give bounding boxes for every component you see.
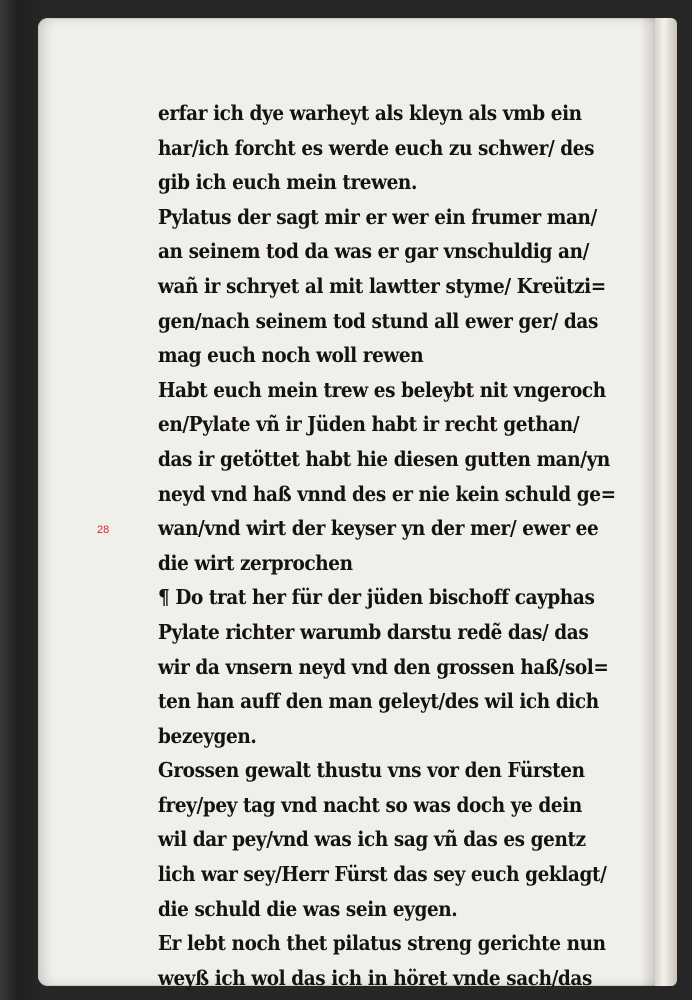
text-line: wañ ir schryet al mit lawtter styme/ Kreützi= xyxy=(158,273,606,298)
text-line: Habt euch mein trew es beleybt nit vngeroch xyxy=(158,377,606,402)
page-text xyxy=(158,96,633,995)
text-line: ¶ Do trat her für der jüden bischoff cayphas xyxy=(158,585,595,610)
line-number-marker: 28 xyxy=(97,524,110,536)
text-line: frey/pey tag vnd nacht so was doch ye dein xyxy=(158,792,582,817)
text-line: wil dar pey/vnd was ich sag vñ das es gentz xyxy=(158,827,586,852)
text-line: wir da vnsern neyd vnd den grossen haß/sol= xyxy=(158,654,609,679)
text-line: Grossen gewalt thustu vns vor den Fürsten xyxy=(158,758,585,783)
text-line: ten han auff den man geleyt/des wil ich dich xyxy=(158,689,599,714)
page-edge xyxy=(655,18,677,986)
text-line: wan/vnd wirt der keyser yn der mer/ ewer ee xyxy=(158,516,599,541)
text-line: neyd vnd haß vnnd des er nie kein schuld ge= xyxy=(158,481,616,506)
text-line: Pylate richter warumb darstu redẽ das/ das xyxy=(158,619,589,644)
text-line: mag euch noch woll rewen xyxy=(158,343,424,368)
text-line: an seinem tod da was er gar vnschuldig an/ xyxy=(158,239,589,264)
text-line: har/ich forcht es werde euch zu schwer/ des xyxy=(158,135,595,160)
text-line: gib ich euch mein trewen. xyxy=(158,170,417,195)
text-line: weyß ich wol das ich in höret vnde sach/das xyxy=(158,965,592,990)
text-line: lich war sey/Herr Fürst das sey euch geklagt/ xyxy=(158,862,607,887)
text-line: die schuld die was sein eygen. xyxy=(158,896,458,921)
text-line: gen/nach seinem tod stund all ewer ger/ das xyxy=(158,308,598,333)
text-line: Er lebt noch thet pilatus streng gerichte nun xyxy=(158,931,606,956)
text-line: die wirt zerprochen xyxy=(158,550,353,575)
text-line: en/Pylate vñ ir Jüden habt ir recht gethan/ xyxy=(158,412,580,437)
text-line: erfar ich dye warheyt als kleyn als vmb ein xyxy=(158,101,582,125)
text-line: bezeygen. xyxy=(158,723,257,748)
text-line: Pylatus der sagt mir er wer ein frumer man/ xyxy=(158,204,597,229)
text-line: das ir getöttet habt hie diesen gutten man/yn xyxy=(158,446,610,471)
